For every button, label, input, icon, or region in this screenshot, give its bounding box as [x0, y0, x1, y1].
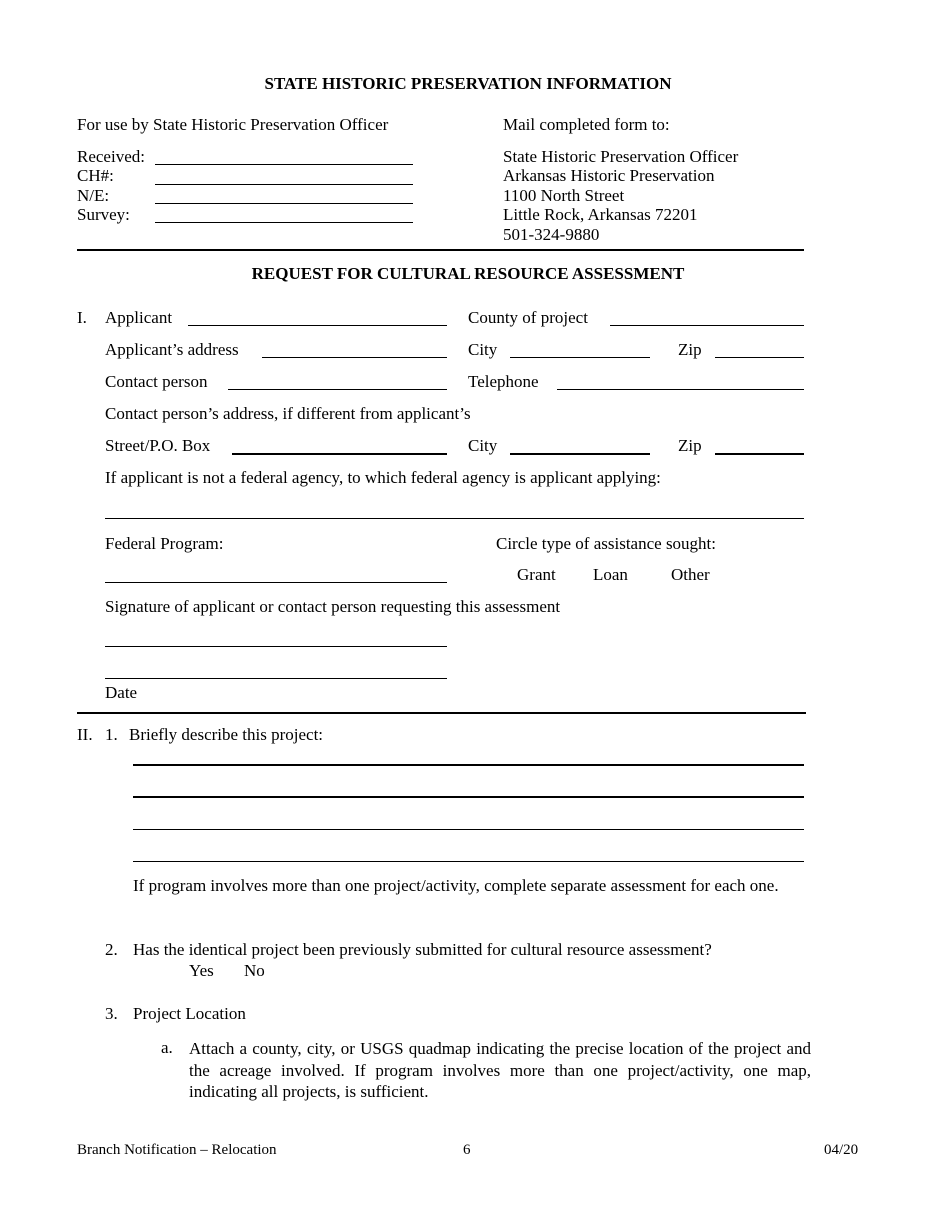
request-title: REQUEST FOR CULTURAL RESOURCE ASSESSMENT: [251, 264, 685, 283]
county-field[interactable]: [610, 325, 804, 326]
description-line[interactable]: [133, 764, 804, 766]
city-field[interactable]: [510, 357, 650, 358]
divider: [77, 249, 804, 251]
q1-text: Briefly describe this project:: [129, 725, 324, 744]
zip-label: Zip: [678, 340, 702, 359]
address-line: State Historic Preservation Officer: [503, 147, 739, 166]
footer-date: 04/20: [824, 1142, 859, 1158]
section-ii-numeral: II.: [77, 725, 93, 744]
address-line: 1100 North Street: [503, 186, 625, 205]
applicant-field[interactable]: [188, 325, 447, 326]
signature-label: Signature of applicant or contact person requesting this assessment: [105, 597, 561, 616]
county-label: County of project: [468, 308, 588, 327]
federal-agency-field[interactable]: [105, 518, 804, 519]
q1-number: 1.: [105, 725, 118, 744]
zip-field[interactable]: [715, 357, 804, 358]
street-label: Street/P.O. Box: [105, 436, 211, 455]
received-field[interactable]: [155, 164, 413, 165]
q3a-letter: a.: [161, 1038, 173, 1057]
telephone-label: Telephone: [468, 372, 539, 391]
option-yes[interactable]: Yes: [189, 961, 214, 980]
city-field[interactable]: [510, 453, 650, 455]
applicant-address-field[interactable]: [262, 357, 447, 358]
mail-label: Mail completed form to:: [503, 115, 670, 134]
address-line: Little Rock, Arkansas 72201: [503, 205, 698, 224]
applicant-address-label: Applicant’s address: [105, 340, 239, 359]
page-number: 6: [463, 1142, 471, 1158]
zip-label: Zip: [678, 436, 702, 455]
applicant-label: Applicant: [105, 308, 173, 327]
street-field[interactable]: [232, 453, 447, 455]
date-label: Date: [105, 683, 138, 702]
q2-text: Has the identical project been previously submitted for cultural resource assessment?: [133, 940, 712, 959]
signature-field[interactable]: [105, 646, 447, 647]
q1-note: If program involves more than one project/activity, complete separate assessment for each one.: [133, 876, 779, 895]
federal-program-label: Federal Program:: [105, 534, 224, 553]
divider: [77, 712, 806, 714]
ch-field[interactable]: [155, 184, 413, 185]
footer-left: Branch Notification – Relocation: [77, 1142, 277, 1158]
q3-number: 3.: [105, 1004, 118, 1023]
received-label: Received:: [77, 147, 145, 166]
zip-field[interactable]: [715, 453, 804, 455]
description-line[interactable]: [133, 829, 804, 830]
ne-field[interactable]: [155, 203, 413, 204]
date-field[interactable]: [105, 678, 447, 679]
ne-label: N/E:: [77, 186, 110, 205]
contact-person-field[interactable]: [228, 389, 447, 390]
description-line[interactable]: [133, 796, 804, 798]
section-i-numeral: I.: [77, 308, 87, 327]
federal-agency-question: If applicant is not a federal agency, to which federal agency is applicant applying:: [105, 468, 661, 487]
option-no[interactable]: No: [244, 961, 265, 980]
survey-field[interactable]: [155, 222, 413, 223]
option-grant[interactable]: Grant: [517, 565, 556, 584]
city-label: City: [468, 436, 498, 455]
q3a-text: Attach a county, city, or USGS quadmap indicating the precise location of the project and the acreage involved. If program involves more than one project/activity, one map, indicating all projects, is sufficient.: [189, 1039, 811, 1101]
option-loan[interactable]: Loan: [593, 565, 628, 584]
q3-text: Project Location: [133, 1004, 246, 1023]
contact-person-label: Contact person: [105, 372, 208, 391]
telephone-field[interactable]: [557, 389, 804, 390]
federal-program-field[interactable]: [105, 582, 447, 583]
phone-number: 501-324-9880: [503, 225, 600, 244]
page-title: STATE HISTORIC PRESERVATION INFORMATION: [264, 74, 672, 93]
contact-address-note: Contact person’s address, if different from applicant’s: [105, 404, 471, 423]
survey-label: Survey:: [77, 205, 130, 224]
assistance-label: Circle type of assistance sought:: [496, 534, 717, 553]
q2-number: 2.: [105, 940, 118, 959]
address-line: Arkansas Historic Preservation: [503, 166, 715, 185]
office-use-label: For use by State Historic Preservation Officer: [77, 115, 389, 134]
description-line[interactable]: [133, 861, 804, 862]
city-label: City: [468, 340, 498, 359]
ch-label: CH#:: [77, 166, 114, 185]
option-other[interactable]: Other: [671, 565, 710, 584]
